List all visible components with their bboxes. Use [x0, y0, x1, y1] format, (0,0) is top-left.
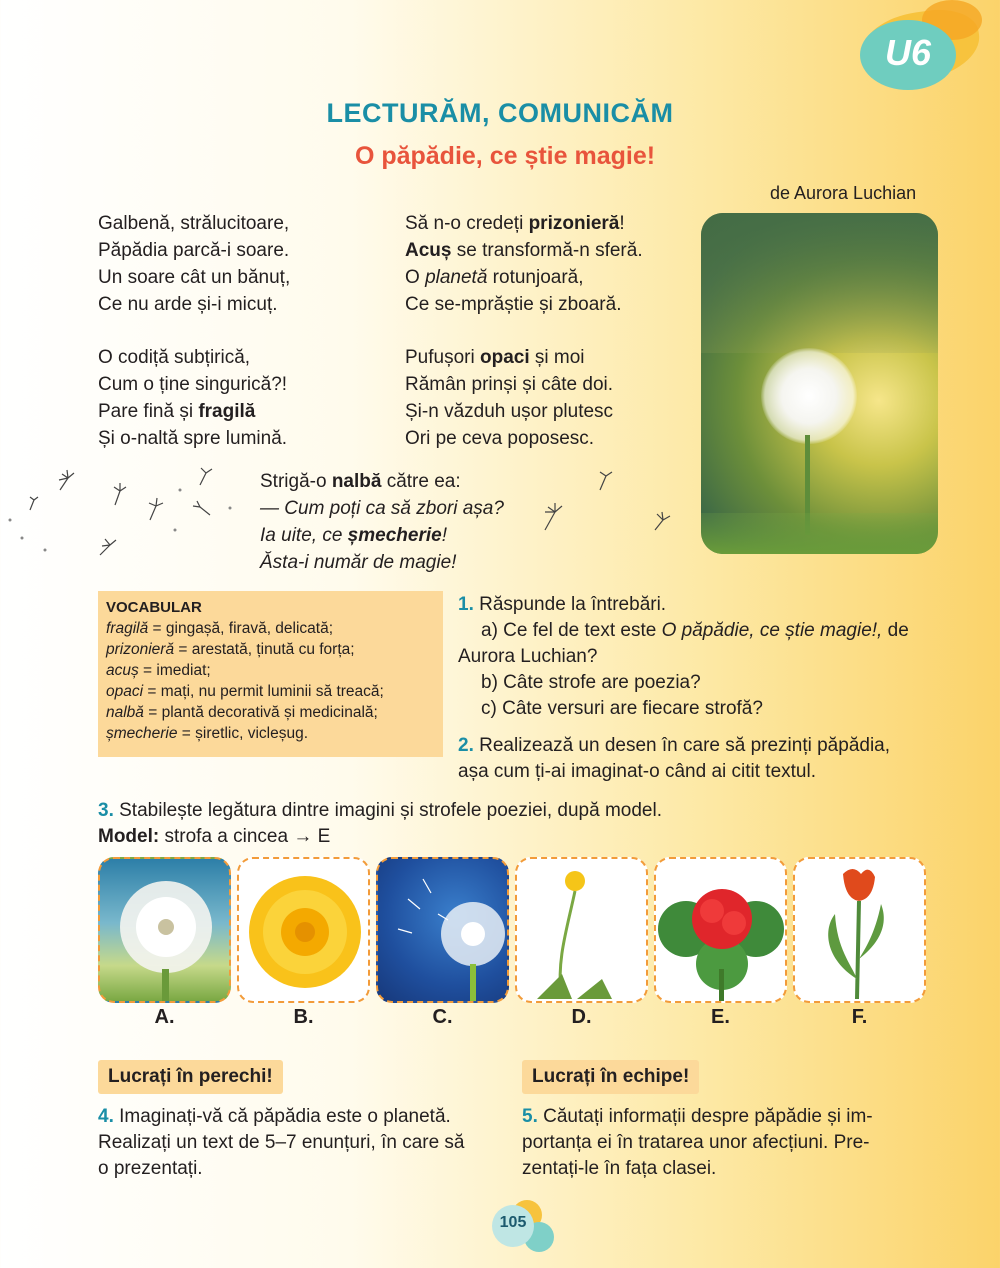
unit-label: U6	[884, 32, 932, 73]
exercise-3: 3. Stabilește legătura dintre imagini și strofele poeziei, după model. Model: strofa a cincea → E	[98, 800, 663, 847]
stanza-3	[405, 210, 643, 318]
flying-seeds-left-decoration	[0, 460, 260, 570]
photo-background	[701, 213, 938, 353]
pairs-work-tag: Lucrați în perechi!	[98, 1060, 283, 1094]
stanza-5	[260, 468, 504, 576]
card-label-f: F.	[851, 1006, 868, 1028]
verse: Rămân prinși și câte doi.	[405, 374, 614, 395]
verse: — Cum poți ca să zbori așa?	[260, 498, 504, 519]
yellow-dandelion-icon	[239, 859, 370, 1003]
vocabulary-entry: opaci = mați, nu permit luminii să treacă;	[106, 683, 384, 700]
verse: Strigă-o nalbă către ea:	[260, 471, 461, 492]
exercise-4: 4. Imaginați-vă că păpădia este o planetă. Realizați un text de 5–7 enunțuri, în care să o prezentați.	[98, 1106, 465, 1179]
page-title: LECTURĂM, COMUNICĂM	[326, 98, 674, 128]
card-d	[515, 857, 648, 1003]
red-tulip-icon	[795, 859, 926, 1003]
card-label-a: A.	[154, 1006, 175, 1028]
card-a	[98, 857, 231, 1003]
verse: Și o-naltă spre lumină.	[98, 428, 288, 449]
keyword-acus: Acuș	[405, 240, 452, 261]
verse: Pufușori opaci și moi	[405, 347, 585, 368]
grass	[701, 513, 938, 554]
verse: Ori pe ceva poposesc.	[405, 428, 595, 449]
flying-seeds-icon	[378, 859, 509, 1003]
verse: Să n-o credeți prizonieră!	[405, 213, 625, 234]
card-e	[654, 857, 787, 1003]
verse: Pare fină și fragilă	[98, 401, 256, 422]
keyword-opaci: opaci	[479, 347, 530, 368]
verse: Acuș se transformă-n sferă.	[405, 240, 643, 261]
exercise-2: 2. Realizează un desen în care să prezinți păpădia, așa cum ți-ai imaginat-o când ai citit textul.	[458, 735, 891, 782]
poem-author: de Aurora Luchian	[770, 183, 917, 203]
stanza-4	[405, 344, 613, 452]
stanza-1	[98, 210, 290, 318]
card-label-d: D.	[571, 1006, 592, 1028]
page-number: 105	[499, 1214, 527, 1231]
exercise-number: 1.	[458, 594, 474, 615]
verse: Și-n văzduh ușor plutesc	[405, 401, 614, 422]
dandelion-photo	[701, 213, 938, 554]
vocabulary-entry: prizonieră = arestată, ținută cu forța;	[106, 641, 355, 658]
verse: Ăsta-i număr de magie!	[260, 552, 457, 573]
verse: Cum o ține singurică?!	[98, 374, 288, 395]
verse: Ce nu arde și-i micuț.	[98, 294, 278, 315]
verse: Ia uite, ce șmecherie!	[260, 525, 447, 546]
red-geranium-icon	[656, 859, 787, 1003]
vocabulary-entry: acuș = imediat;	[106, 662, 211, 679]
vocabulary-entry: fragilă = gingașă, firavă, delicată;	[106, 620, 334, 637]
vocabulary-box	[98, 591, 443, 757]
exercise-number: 3.	[98, 800, 114, 821]
model-label: Model:	[98, 826, 160, 847]
card-label-e: E.	[711, 1006, 730, 1028]
vocabulary-entry: șmecherie = șiretlic, vicleșug.	[106, 725, 309, 742]
verse: Galbenă, strălucitoare,	[98, 213, 290, 234]
poem-title: O păpădie, ce știe magie!	[354, 142, 656, 170]
exercise-number: 4.	[98, 1106, 114, 1127]
verse: O codiță subțirică,	[98, 347, 251, 368]
vocabulary-title: VOCABULAR	[106, 599, 202, 616]
verse: Ce se-mprăștie și zboară.	[405, 294, 622, 315]
stanza-2	[98, 344, 287, 452]
keyword-smecherie: șmecherie	[347, 525, 442, 546]
card-label-b: B.	[293, 1006, 314, 1028]
keyword-nalba: nalbă	[331, 471, 382, 492]
exercise-5: 5. Căutați informații despre păpădie și im- portanța ei în tratarea unor afecțiuni. Pre- zentați-le în fața clasei.	[522, 1106, 873, 1179]
card-label-c: C.	[432, 1006, 453, 1028]
teams-work-tag: Lucrați în echipe!	[522, 1060, 699, 1094]
dandelion-seed-head	[761, 348, 857, 444]
exercise-number: 2.	[458, 735, 474, 756]
card-f	[793, 857, 926, 1003]
vocabulary-entry: nalbă = plantă decorativă și medicinală;	[106, 704, 378, 721]
dandelion-plant-icon	[517, 859, 648, 1003]
card-b	[237, 857, 370, 1003]
verse: Păpădia parcă-i soare.	[98, 240, 290, 261]
dandelion-seed-head-icon	[100, 859, 231, 1003]
flying-seeds-right-decoration	[525, 460, 705, 570]
exercise-1: 1. Răspunde la întrebări. a) Ce fel de text este O păpădie, ce știe magie!, de Aurora Luchian? b) Câte strofe are poezia? c) Câte versuri are fiecare strofă?	[458, 594, 909, 719]
card-c	[376, 857, 509, 1003]
exercise-number: 5.	[522, 1106, 538, 1127]
verse: O planetă rotunjoară,	[405, 267, 584, 288]
keyword-fragila: fragilă	[198, 401, 256, 422]
verse: Un soare cât un bănuț,	[98, 267, 291, 288]
keyword-prizoniera: prizonieră	[528, 213, 620, 234]
